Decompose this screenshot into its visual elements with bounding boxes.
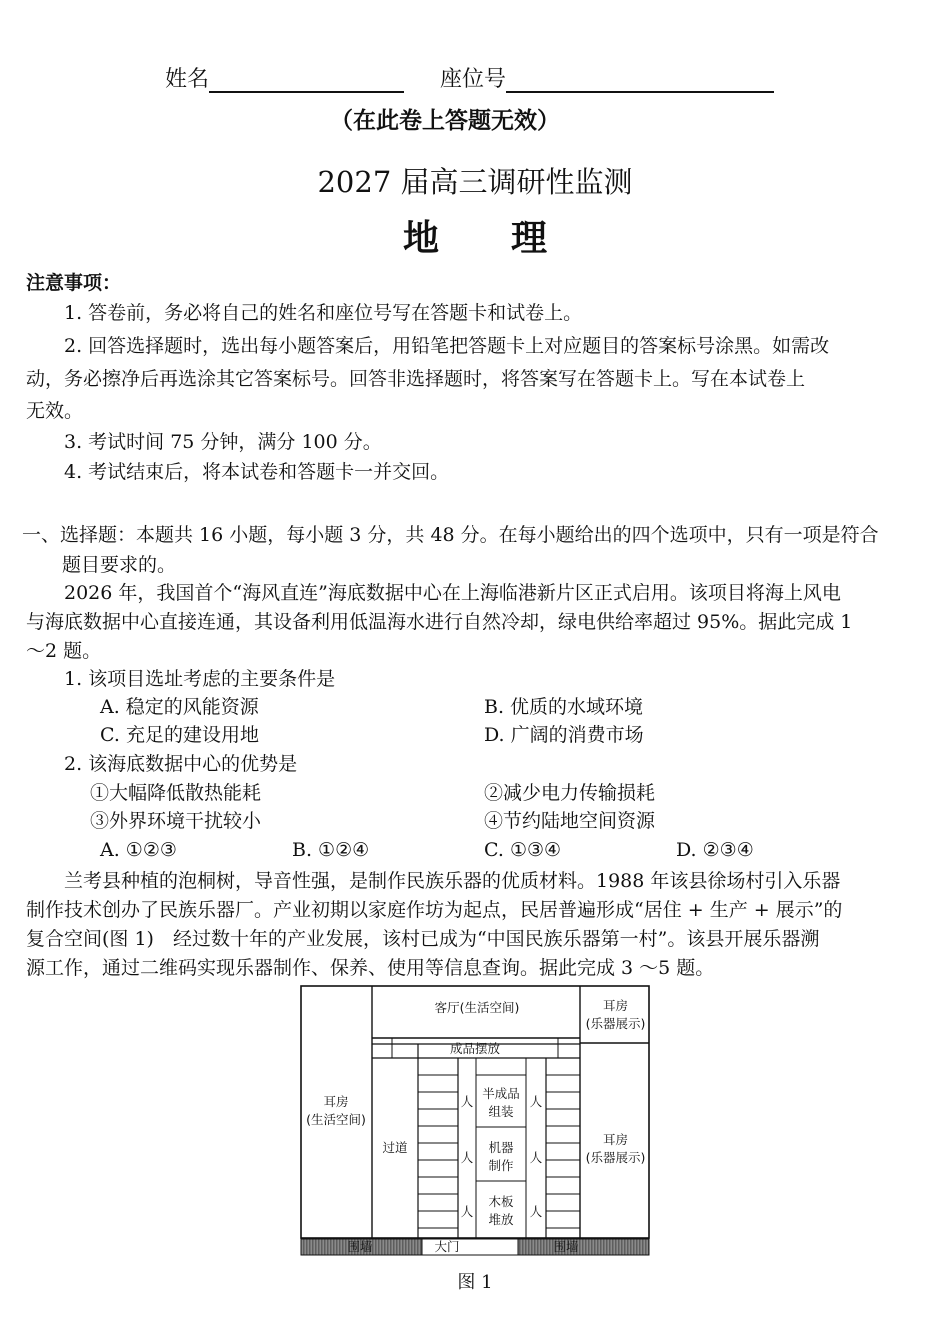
wood-line1: 木板 <box>488 1194 514 1209</box>
right-top-room-line2: (乐器展示) <box>585 1016 646 1031</box>
wall-left-label: 围墙 <box>347 1239 373 1254</box>
name-label: 姓名 <box>165 67 210 92</box>
worker-icon: 人 <box>460 1150 474 1165</box>
machine-line2: 制作 <box>488 1158 514 1173</box>
right-top-room-line1: 耳房 <box>602 998 628 1013</box>
left-room-line1: 耳房 <box>323 1094 349 1109</box>
worker-icon: 人 <box>460 1204 474 1219</box>
q2-option-b: B. ①②④ <box>292 839 370 861</box>
note-2-end: 无效。 <box>26 400 84 422</box>
q2-option-c: C. ①③④ <box>484 839 562 861</box>
q2-option-a: A. ①②③ <box>100 839 177 861</box>
note-1: 1. 答卷前，务必将自己的姓名和座位号写在答题卡和试卷上。 <box>64 302 583 324</box>
q1-option-d: D. 广阔的消费市场 <box>484 724 644 746</box>
passage2-line4: 源工作，通过二维码实现乐器制作、保养、使用等信息查询。据此完成 3 ～5 题。 <box>26 957 715 979</box>
invalid-note: （在此卷上答题无效） <box>330 108 560 134</box>
left-room-line2: (生活空间) <box>306 1112 366 1127</box>
q2-statement-1: ①大幅降低散热能耗 <box>90 782 262 804</box>
note-2: 2. 回答选择题时，选出每小题答案后，用铅笔把答题卡上对应题目的答案标号涂黑。如需改 <box>64 335 830 357</box>
gate-label: 大门 <box>434 1239 460 1254</box>
q1-stem: 1. 该项目选址考虑的主要条件是 <box>64 668 336 690</box>
seat-blank <box>506 67 774 93</box>
q2-statement-4: ④节约陆地空间资源 <box>484 810 656 832</box>
note-2-cont: 动，务必擦净后再选涂其它答案标号。回答非选择题时，将答案写在答题卡上。写在本试卷上 <box>26 368 806 390</box>
q1-option-b: B. 优质的水域环境 <box>484 696 644 718</box>
notes-heading: 注意事项： <box>26 272 122 294</box>
passage2-line1: 兰考县种植的泡桐树，导音性强，是制作民族乐器的优质材料。1988 年该县徐场村引入乐器 <box>64 870 841 892</box>
q2-option-d: D. ②③④ <box>676 839 754 861</box>
q1-option-a: A. 稳定的风能资源 <box>100 696 259 718</box>
passage1-line2: 与海底数据中心直接连通，其设备利用低温海水进行自然冷却，绿电供给率超过 95%。据此完成 1 <box>26 611 853 633</box>
section-title-cont: 题目要求的。 <box>62 554 177 576</box>
right-mid-room-line1: 耳房 <box>602 1132 628 1147</box>
q1-option-c: C. 充足的建设用地 <box>100 724 259 746</box>
finished-display-label: 成品摆放 <box>449 1041 500 1056</box>
worker-icon: 人 <box>460 1094 474 1109</box>
seat-label: 座位号 <box>440 67 507 92</box>
figure-caption: 图 1 <box>457 1272 493 1293</box>
wall-right-label: 围墙 <box>553 1239 579 1254</box>
exam-title: 2027 届高三调研性监测 <box>317 165 633 199</box>
living-room-label: 客厅(生活空间) <box>434 1000 520 1015</box>
right-mid-room-line2: (乐器展示) <box>585 1150 646 1165</box>
q2-statement-2: ②减少电力传输损耗 <box>484 782 656 804</box>
worker-icon: 人 <box>529 1150 543 1165</box>
wood-line2: 堆放 <box>488 1212 514 1227</box>
section-title: 一、选择题：本题共 16 小题，每小题 3 分，共 48 分。在每小题给出的四个选项中，只有一项是符合 <box>22 524 879 546</box>
machine-line1: 机器 <box>488 1140 514 1155</box>
passage2-line3: 复合空间(图 1) 经过数十年的产业发展，该村已成为“中国民族乐器第一村”。该县开展乐器溯 <box>26 928 820 950</box>
note-3: 3. 考试时间 75 分钟，满分 100 分。 <box>64 431 382 453</box>
figure-1-house-layout <box>300 985 650 1257</box>
worker-icon: 人 <box>529 1204 543 1219</box>
worker-icon: 人 <box>529 1094 543 1109</box>
q2-statement-3: ③外界环境干扰较小 <box>90 810 262 832</box>
note-4: 4. 考试结束后，将本试卷和答题卡一并交回。 <box>64 461 450 483</box>
passage1-line1: 2026 年，我国首个“海风直连”海底数据中心在上海临港新片区正式启用。该项目将海上风电 <box>64 582 841 604</box>
corridor-label: 过道 <box>382 1140 408 1155</box>
name-field <box>165 62 774 93</box>
passage1-line3: ～2 题。 <box>26 640 102 662</box>
passage2-line2: 制作技术创办了民族乐器厂。产业初期以家庭作坊为起点，民居普遍形成“居住 + 生产 + 展示”的 <box>26 899 843 921</box>
subject-title: 地 理 <box>402 218 547 259</box>
q2-stem: 2. 该海底数据中心的优势是 <box>64 753 298 775</box>
name-blank <box>209 67 404 93</box>
semi-finished-line2: 组装 <box>488 1104 514 1119</box>
semi-finished-line1: 半成品 <box>482 1086 520 1101</box>
